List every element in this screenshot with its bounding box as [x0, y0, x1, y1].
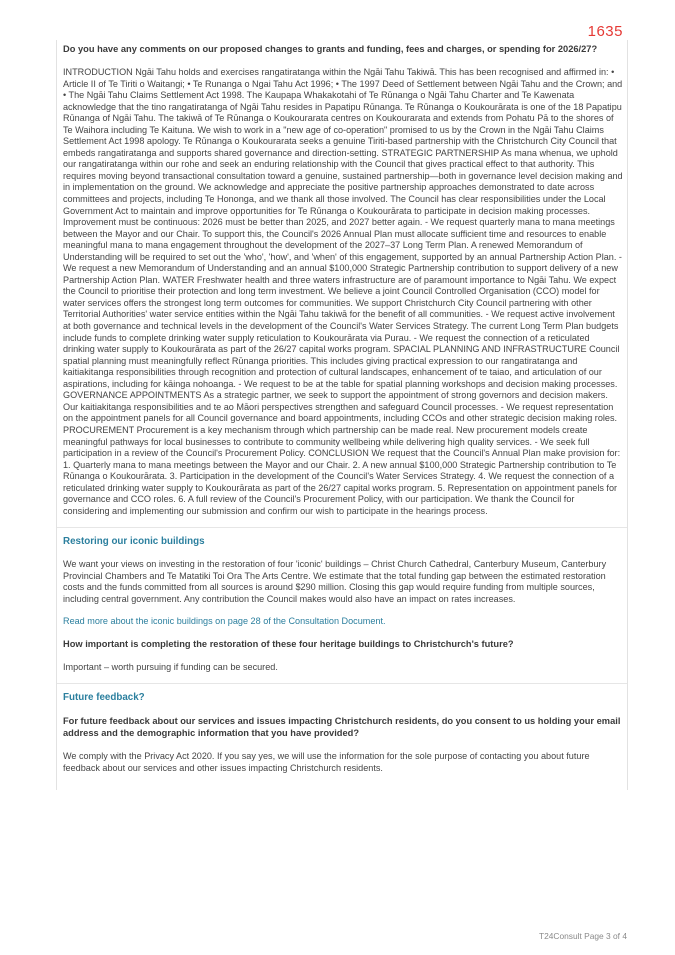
section-divider	[57, 527, 627, 528]
answer-grants-funding: INTRODUCTION Ngāi Tahu holds and exercises rangatiratanga within the Ngāi Tahu Takiwā. This has been recognised and affirmed in: • Article II of Te Tiriti o Waitangi; • Te Runanga o Ngai Tahu Act 1996; • The 1997 Deed of Settlement between Ngāi Tahu and the Crown; and • The Ngāi Tahu Claims Settlement Act 1998. The Kaupapa Whakakotahi of Te Rūnanga o Ngāi Tahu Charter and Te Kawenata acknowledge that the tino rangatiratanga of Ngāi Tahu resides in Papatipu Rūnanga. Te Rūnanga o Koukourārata is one of the 18 Papatipu Rūnanga of Ngāi Tahu. The takiwā of Te Rūnanga o Koukourarata centres on Koukourarata and extends from Pohatu Pā to the shores of Te Waihora including Te Kaituna. We wish to work in a "new age of co-operation" promised to us by the Crown in the Ngāi Tahu Claims Settlement Act 1998 apology. Te Rūnanga o Koukourarata seeks a genuine Tiriti-based partnership with the Christchurch City Council that embeds rangatiratanga and supports shared governance and direction-setting. STRATEGIC PARTNERSHIP As mana whenua, we uphold our rangatiratanga within our rohe and seek an enduring relationship with the Council that gives practical effect to that authority. This requires moving beyond transactional consultation toward a genuine, sustained partnership—both in governance level decision making and in implementation on the ground. We acknowledge and appreciate the positive partnership approaches demonstrated to date across committees and projects, including Te Hononga, and we thank all those involved. The Council has clear responsibilities under the Local Government Act to maintain and improve opportunities for Te Rūnanga o Koukourārata to participate in decision making processes. Improvement must be continuous: 2026 must be better than 2025, and 2027 better again. - We request quarterly mana to mana meetings between the Mayor and our Chair. To support this, the Council's 2026 Annual Plan must allocate sufficient time and resources to enable meaningful mana to mana engagement throughout the development of the 2027–37 Long Term Plan. A renewed Memorandum of Understanding will be required to set out the 'who', 'how', and 'when' of this engagement, supported by an annual Partnership Action Plan. - We request a new Memorandum of Understanding and an annual $100,000 Strategic Partnership contribution to support delivery of a new Partnership Action Plan. WATER Freshwater health and three waters infrastructure are of paramount importance to Ngāi Tahu. We expect the Council to prioritise their protection and long term investment. We believe a joint Council Controlled Organisation (CCO) model for water services offers the strongest long term outcomes for communities. We support Christchurch City Council partnering with other Territorial Authorities' water service entities within the Ngāi Tahu takiwā for the benefit of all communities. - We request active involvement at both governance and technical levels in the development of the Council's Water Services Strategy. The current Long Term Plan budgets include funds to complete drinking water supply reticulation to Koukourārata via Purau. - We request the connection of a reticulated drinking water supply to Koukourārata as part of the 26/27 capital works program. SPACIAL PLANNING AND INFRASTRUCTURE Council spatial planning must meaningfully reflect Rūnanga priorities. This includes giving practical expression to our rangatiratanga and kaitiakitanga responsibilities through recognition and protection of cultural landscapes, enhancement of te taiao, and articulation of our aspirations, including for kāinga nohoanga. - We request to be at the table for spatial planning workshops and decision making processes. GOVERNANCE APPOINTMENTS As a strategic partner, we seek to support the appointment of strong governors and decision makers. Our kaitiakitanga responsibilities and te ao Māori perspectives strengthen and safeguard Council processes. - We request representation on the appointment panels for all Council governance and board appointments, including CCOs and other strategic decision making roles. PROCUREMENT Procurement is a key mechanism through which partnership can be made real. New procurement models create meaningful pathways for local businesses to contribute to community wellbeing while delivering high quality services. - We seek full participation in a review of the Council's Procurement Policy. CONCLUSION We request that the Council's Annual Plan make provision for: 1. Quarterly mana to mana meetings between the Mayor and our Chair. 2. A new annual $100,000 Strategic Partnership contribution to Te Rūnanga o Koukourārata. 3. Participation in the development of the Council's Water Services Strategy. 4. We request the connection of a reticulated drinking water supply to Koukourārata as part of the 26/27 capital works program. 5. Representation on appointment panels for governance and CCO roles. 6. A full review of the Council's Procurement Policy, with our participation. We thank the Council for considering and implementing our submission and confirm our wish to participate in the hearings process.	[63, 67, 623, 516]
question-heritage-importance: How important is completing the restoration of these four heritage buildings to Christchurch's future?	[63, 638, 514, 649]
answer-heritage-importance: Important – worth pursuing if funding can be secured.	[63, 661, 278, 672]
section-heading-iconic-buildings: Restoring our iconic buildings	[63, 536, 205, 548]
section-heading-future-feedback: Future feedback?	[63, 692, 145, 704]
page-footer: T24Consult Page 3 of 4	[539, 931, 627, 941]
submission-content	[56, 40, 628, 790]
question-grants-funding: Do you have any comments on our proposed changes to grants and funding, fees and charges, or spending for 2026/27?	[63, 44, 598, 54]
section-divider	[57, 683, 627, 684]
question-feedback-consent: For future feedback about our services and issues impacting Christchurch residents, do you consent to us holding your email address and the demographic information that you have provided?	[63, 716, 621, 739]
page-number-stamp: 1635	[587, 23, 623, 40]
answer-feedback-consent: We comply with the Privacy Act 2020. If you say yes, we will use the information for the sole purpose of contacting you about future feedback about our services and other issues impacting Christchurch residents.	[63, 751, 590, 773]
iconic-buildings-description: We want your views on investing in the restoration of four 'iconic' buildings – Christ Church Cathedral, Canterbury Museum, Canterbury Provincial Chambers and Te Matatiki Toi Ora The Arts Centre. We estimate that the total funding gap between the estimated restoration costs and the funds committed from all sources is around $290 million. Closing this gap would require funding from multiple sources, including central government. Any contribution the Council makes would also have an impact on rates increases.	[63, 559, 607, 604]
iconic-buildings-link[interactable]: Read more about the iconic buildings on page 28 of the Consultation Document.	[63, 615, 386, 626]
